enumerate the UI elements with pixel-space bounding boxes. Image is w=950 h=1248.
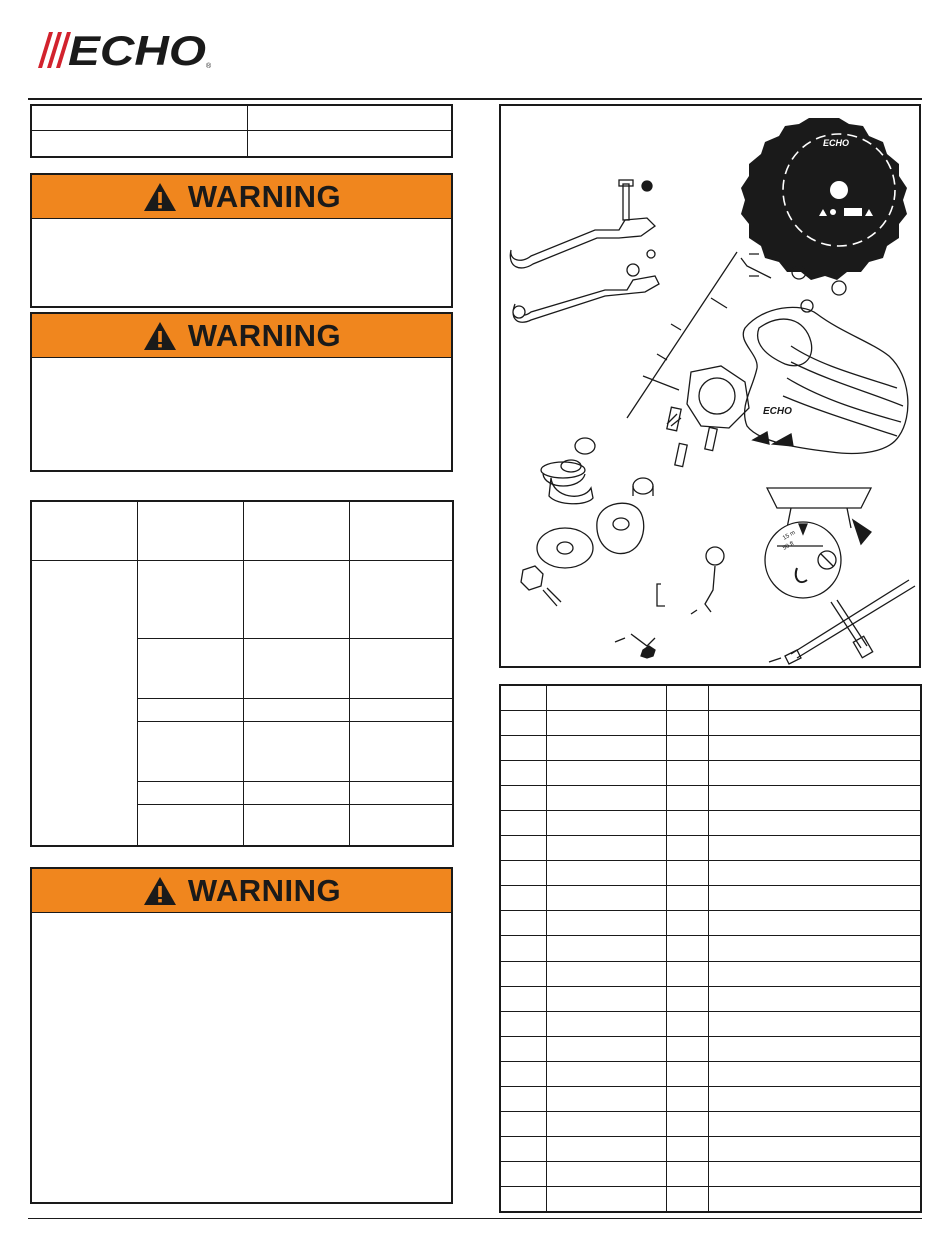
table-cell (546, 1087, 666, 1112)
table-cell (708, 710, 921, 735)
table-cell (666, 1061, 708, 1086)
table-cell (666, 961, 708, 986)
table-cell (666, 810, 708, 835)
table-cell (708, 1087, 921, 1112)
table-cell (349, 698, 453, 721)
decal-distance-m: 15 m (782, 529, 797, 542)
table-row (500, 710, 921, 735)
table-cell (349, 638, 453, 698)
table-cell (666, 760, 708, 785)
warning-header (32, 869, 451, 913)
table-cell (31, 130, 247, 157)
table-cell (243, 638, 349, 698)
table-cell (137, 804, 243, 846)
table-cell (546, 1162, 666, 1187)
table-row (500, 1036, 921, 1061)
table-cell (708, 1036, 921, 1061)
table-cell (708, 785, 921, 810)
table-cell (349, 804, 453, 846)
table-cell (243, 804, 349, 846)
table-row (500, 986, 921, 1011)
table-row (500, 735, 921, 760)
svg-text:ECHO: ECHO (763, 406, 792, 417)
table-cell (666, 710, 708, 735)
header-rule (28, 98, 922, 100)
table-cell (546, 836, 666, 861)
table-cell (243, 721, 349, 781)
table-row (500, 685, 921, 710)
table-cell (500, 911, 546, 936)
table-cell (546, 1187, 666, 1212)
table-cell (546, 785, 666, 810)
table-cell (137, 560, 243, 638)
table-cell (137, 721, 243, 781)
table-row (31, 105, 452, 130)
table-cell (247, 130, 452, 157)
table-row (500, 760, 921, 785)
table-header-cell (31, 501, 137, 560)
table-cell (500, 1011, 546, 1036)
table-cell (666, 735, 708, 760)
table-cell (708, 735, 921, 760)
table-cell (546, 1011, 666, 1036)
table-cell (546, 1112, 666, 1137)
table-cell (708, 1187, 921, 1212)
table-header-cell (243, 501, 349, 560)
warning-box-1 (30, 173, 453, 308)
table-cell (666, 936, 708, 961)
table-cell (666, 1112, 708, 1137)
table-cell (546, 810, 666, 835)
table-cell (500, 1187, 546, 1212)
decal-distance-ft: 50 ft (782, 540, 796, 552)
table-row (500, 1137, 921, 1162)
table-cell (349, 781, 453, 804)
table-row (500, 886, 921, 911)
table-cell (500, 886, 546, 911)
table-cell (666, 1187, 708, 1212)
table-cell (546, 1061, 666, 1086)
parts-diagram (499, 104, 921, 668)
table-row (500, 961, 921, 986)
table-cell (708, 1061, 921, 1086)
table-cell (500, 760, 546, 785)
table-row (500, 1087, 921, 1112)
table-cell (137, 781, 243, 804)
table-row (500, 836, 921, 861)
table-cell (666, 836, 708, 861)
table-row (500, 1011, 921, 1036)
warning-triangle-icon (142, 181, 178, 213)
footer-rule (28, 1218, 922, 1219)
table-cell (500, 1036, 546, 1061)
table-cell (349, 560, 453, 638)
table-row (500, 1187, 921, 1212)
table-cell (546, 710, 666, 735)
table-cell (708, 961, 921, 986)
table-cell (708, 861, 921, 886)
table-cell (546, 986, 666, 1011)
registered-mark: ® (206, 63, 212, 70)
table-cell (666, 1087, 708, 1112)
table-cell (708, 1011, 921, 1036)
table-header-cell (137, 501, 243, 560)
warning-box-2 (30, 312, 453, 472)
info-table (30, 104, 453, 158)
table-cell (137, 698, 243, 721)
table-row (500, 810, 921, 835)
warning-title: WARNING (187, 178, 342, 214)
table-cell (500, 785, 546, 810)
table-cell (500, 936, 546, 961)
table-cell (349, 721, 453, 781)
table-cell (546, 685, 666, 710)
table-cell (666, 1036, 708, 1061)
table-cell (243, 560, 349, 638)
table-cell (666, 1011, 708, 1036)
table-cell (500, 1087, 546, 1112)
table-cell (708, 911, 921, 936)
table-cell (708, 1112, 921, 1137)
table-cell (708, 685, 921, 710)
table-cell (708, 1162, 921, 1187)
table-row (500, 936, 921, 961)
table-cell (500, 986, 546, 1011)
table-cell (666, 785, 708, 810)
table-cell (500, 1061, 546, 1086)
table-cell (31, 105, 247, 130)
table-cell (708, 810, 921, 835)
table-cell (500, 685, 546, 710)
table-row (31, 130, 452, 157)
table-cell (666, 1162, 708, 1187)
warning-header (32, 175, 451, 219)
table-cell (546, 961, 666, 986)
table-cell (500, 961, 546, 986)
table-cell (500, 1162, 546, 1187)
table-row (500, 785, 921, 810)
table-cell (546, 1137, 666, 1162)
table-cell (546, 936, 666, 961)
table-header-cell (349, 501, 453, 560)
table-cell (708, 1137, 921, 1162)
table-row (500, 911, 921, 936)
table-row (500, 1061, 921, 1086)
table-cell (546, 1036, 666, 1061)
table-cell (500, 836, 546, 861)
table-row (500, 1112, 921, 1137)
parts-table (499, 684, 922, 1213)
warning-box-3 (30, 867, 453, 1204)
table-cell (708, 936, 921, 961)
table-cell (666, 886, 708, 911)
logo-text: ECHO (68, 30, 206, 70)
table-cell (708, 986, 921, 1011)
table-cell (500, 735, 546, 760)
table-cell (500, 810, 546, 835)
table-cell (546, 861, 666, 886)
table-row (500, 1162, 921, 1187)
warning-title: WARNING (187, 872, 342, 908)
echo-logo (28, 30, 218, 70)
table-cell (708, 760, 921, 785)
table-cell (500, 861, 546, 886)
table-cell (243, 781, 349, 804)
warning-triangle-icon (142, 875, 178, 907)
table-cell (708, 836, 921, 861)
table-cell (666, 1137, 708, 1162)
table-cell (31, 560, 137, 846)
warning-header (32, 314, 451, 358)
table-cell (500, 710, 546, 735)
table-cell (546, 735, 666, 760)
table-cell (500, 1137, 546, 1162)
table-cell (546, 760, 666, 785)
table-header-row (31, 501, 453, 560)
spec-table (30, 500, 454, 847)
warning-triangle-icon (142, 320, 178, 352)
table-row (500, 861, 921, 886)
blade-logo: ECHO (823, 138, 850, 148)
table-cell (546, 911, 666, 936)
table-cell (666, 911, 708, 936)
table-cell (546, 886, 666, 911)
table-cell (666, 861, 708, 886)
table-row (31, 560, 453, 638)
table-cell (243, 698, 349, 721)
table-cell (247, 105, 452, 130)
table-cell (666, 685, 708, 710)
saw-blade-illustration (741, 118, 907, 280)
table-cell (137, 638, 243, 698)
warning-title: WARNING (187, 317, 342, 353)
table-cell (708, 886, 921, 911)
table-cell (666, 986, 708, 1011)
table-cell (500, 1112, 546, 1137)
